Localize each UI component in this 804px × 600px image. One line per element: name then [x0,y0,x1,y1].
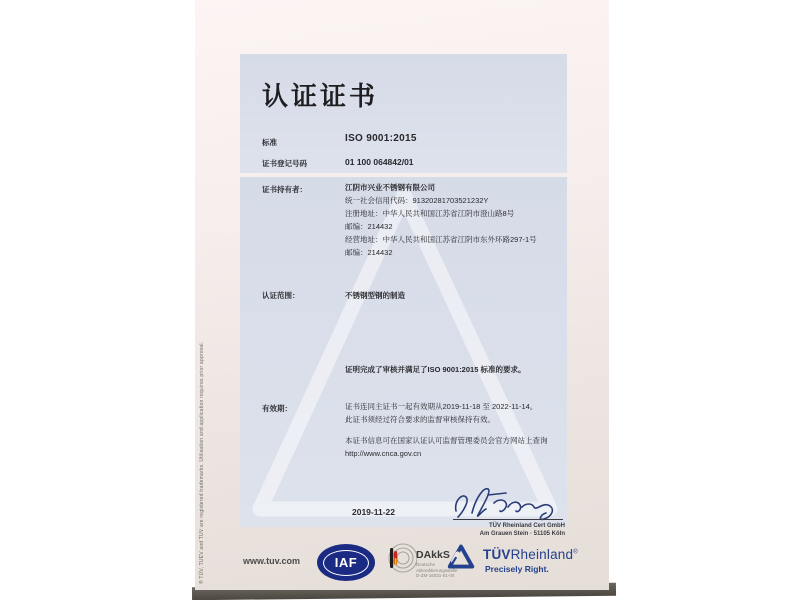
issuer-name: TÜV Rheinland Cert GmbH [488,523,565,529]
cnca-url: http://www.cnca.gov.cn [345,449,422,458]
holder-postcode-2: 邮编：214432 [345,248,393,257]
dakks-arcs-icon [383,541,417,577]
dakks-subtitle-1: Deutsche [416,562,436,567]
standard-label: 标准 [262,138,277,147]
trademark-side-note: ® TÜV, TUEV and TUV are registered trademarks. Utilisation and application requires prior approval. [199,341,205,584]
holder-registered-address: 注册地址：中华人民共和国江苏省江阴市澄山路8号 [345,209,515,218]
tuv-brand-text [483,547,578,562]
tuv-rheinland-logo [447,543,607,585]
validity-label: 有效期： [262,404,292,413]
signature-line [453,519,563,520]
holder-label: 证书持有者： [262,185,307,194]
iaf-logo-label: IAF [323,550,369,576]
info-block [345,434,560,460]
body-panel [240,177,567,537]
signature-block [448,473,568,537]
tuv-triangle-icon [447,544,475,570]
dakks-accreditation-number: D-ZM-16031-01-00 [416,573,455,578]
validity-condition: 此证书须经过符合要求的监督审核保持有效。 [345,415,495,424]
handwritten-signature [448,473,568,525]
cert-number-label: 证书登记号码 [262,159,307,168]
issuer-address: Am Grauen Stein · 51105 Köln [479,531,565,537]
scope-label: 认证范围： [262,291,300,300]
dakks-logo-label: DAkkS [416,549,450,561]
holder-credit-code: 统一社会信用代码：91320281703521232Y [345,196,489,205]
validity-block [345,400,560,426]
holder-name: 江阴市兴业不锈钢有限公司 [345,183,435,192]
tuv-tagline: Precisely Right. [485,564,549,574]
cert-number-value: 01 100 064842/01 [345,157,414,167]
tuv-website: www.tuv.com [243,556,301,566]
tuv-brand-rest: Rheinland [510,547,574,562]
holder-business-address: 经营地址：中华人民共和国江苏省江阴市东外环路297-1号 [345,235,537,244]
holder-block [345,181,560,259]
dakks-subtitle-2: Akkreditierungsstelle [416,567,458,573]
certificate-paper [195,0,609,590]
iaf-logo [317,544,375,581]
scope-value: 不锈钢型钢的制造 [345,291,405,300]
tuv-brand-bold: TÜV [483,547,511,562]
holder-postcode-1: 邮编：214432 [345,222,393,231]
certificate-title: 认证证书 [262,81,379,111]
audit-statement: 证明完成了审核并满足了ISO 9001:2015 标准的要求。 [345,365,526,374]
standard-value: ISO 9001:2015 [345,133,417,144]
issue-date: 2019-11-22 [352,507,396,517]
validity-period: 证书连同主证书一起有效期从2019-11-18 至 2022-11-14。 [345,402,538,411]
cnca-info-line: 本证书信息可在国家认证认可监督管理委员会官方网站上查询 [345,436,548,445]
header-panel [240,54,567,173]
registered-mark: ® [573,549,578,556]
